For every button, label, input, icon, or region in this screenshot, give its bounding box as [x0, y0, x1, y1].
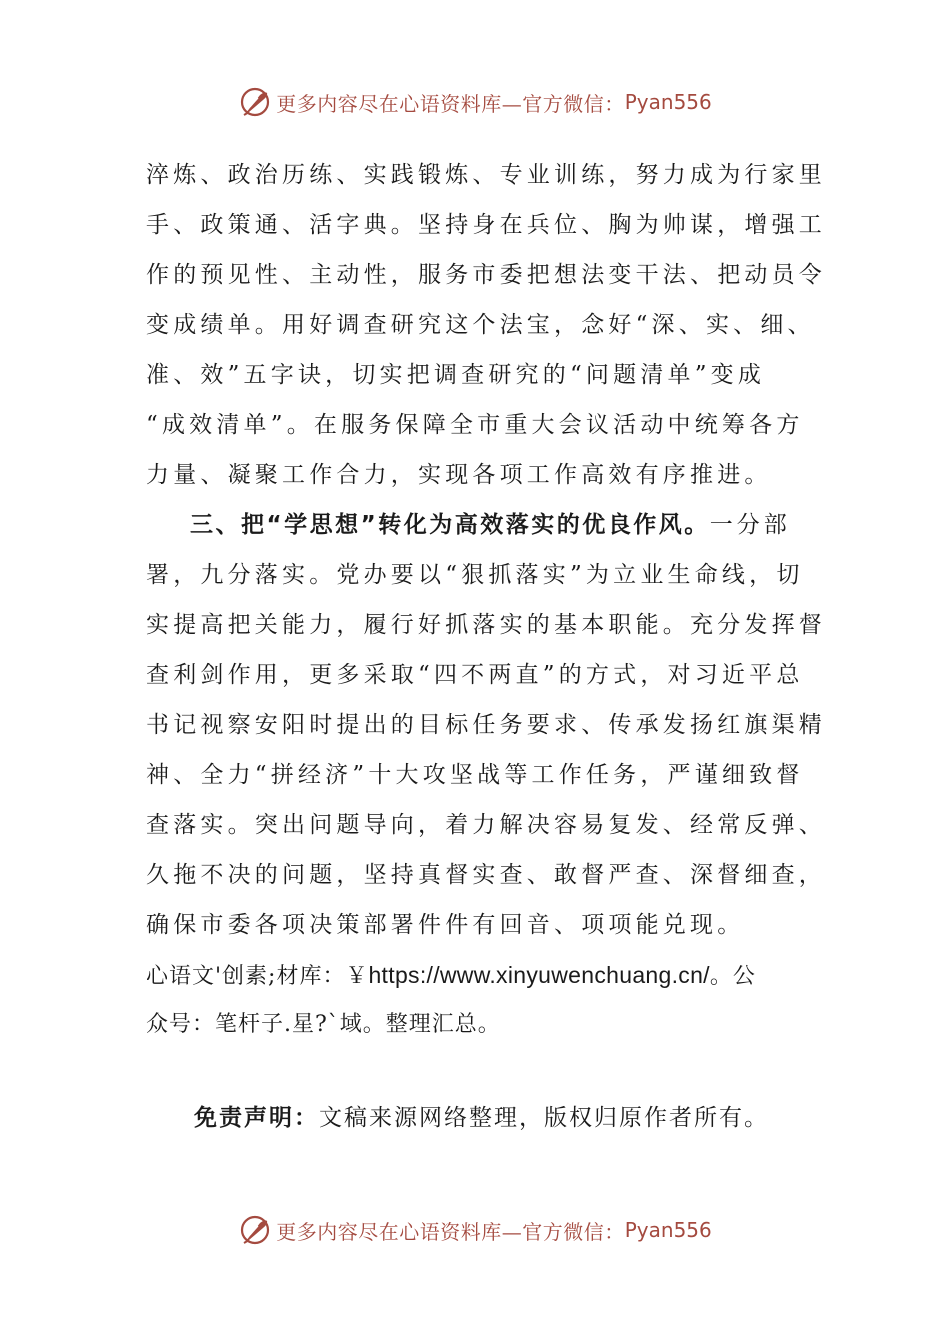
paragraph-line: 手、政策通、活字典。坚持身在兵位、胸为帅谋，增强工 [146, 212, 826, 238]
source-line [146, 950, 806, 1000]
section-3-tail: 一分部 [709, 512, 791, 538]
paragraph-line: 准、效”五字诀，切实把调查研究的“问题清单”变成 [146, 362, 766, 388]
paragraph-line: 查利剑作用，更多采取“四不两直”的方式，对习近平总 [146, 662, 804, 688]
paragraph-line: 书记视察安阳时提出的目标任务要求、传承发扬红旗渠精 [146, 712, 826, 738]
paragraph-line: 查落实。突出问题导向，着力解决容易复发、经常反弹、 [146, 812, 826, 838]
source-suffix: 。公 [709, 964, 756, 989]
disclaimer-text: 文稿来源网络整理，版权归原作者所有。 [319, 1105, 769, 1131]
paragraph-line: 力量、凝聚工作合力，实现各项工作高效有序推进。 [146, 462, 772, 488]
paragraph-line: 确保市委各项决策部署件件有回音、项项能兑现。 [146, 912, 745, 938]
paragraph-line: 神、全力“拼经济”十大攻坚战等工作任务，严谨细致督 [146, 762, 804, 788]
paragraph-line: 久拖不决的问题，坚持真督实查、敢督严查、深督细查， [146, 862, 826, 888]
paragraph-line: 署，九分落实。党办要以“狠抓落实”为立业生命线，切 [146, 562, 804, 588]
document-body [146, 150, 826, 1050]
paragraph-line: “成效清单”。在服务保障全市重大会议活动中统筹各方 [146, 412, 804, 438]
banner-text: 更多内容尽在心语资料库—官方微信： [276, 1219, 625, 1244]
quill-pen-icon [238, 1213, 272, 1247]
paragraph-line: 淬炼、政治历练、实践锻炼、专业训练，努力成为行家里 [146, 162, 826, 188]
disclaimer-label: 免责声明： [194, 1105, 319, 1131]
source-url[interactable]: https://www.xinyuwenchuang.cn/ [368, 962, 710, 988]
paragraph-line: 作的预见性、主动性，服务市委把想法变干法、把动员令 [146, 262, 826, 288]
source-line-2: 众号：笔杆子.星?`域。整理汇总。 [146, 1012, 501, 1037]
section-heading-line [146, 500, 806, 550]
banner-wechat-id: Pyan556 [624, 90, 712, 114]
quill-pen-icon [238, 85, 272, 119]
paragraph-line: 实提高把关能力，履行好抓落实的基本职能。充分发挥督 [146, 612, 826, 638]
section-3-heading: 三、把“学思想”转化为高效落实的优良作风。 [190, 512, 710, 538]
header-banner [0, 82, 950, 122]
source-prefix: 心语文'创素;材库：￥ [146, 964, 369, 989]
disclaimer [194, 1093, 769, 1143]
banner-text: 更多内容尽在心语资料库—官方微信： [276, 91, 625, 116]
banner-wechat-id: Pyan556 [624, 1218, 712, 1242]
footer-banner [0, 1210, 950, 1250]
paragraph-line: 变成绩单。用好调查研究这个法宝，念好“深、实、细、 [146, 312, 815, 338]
